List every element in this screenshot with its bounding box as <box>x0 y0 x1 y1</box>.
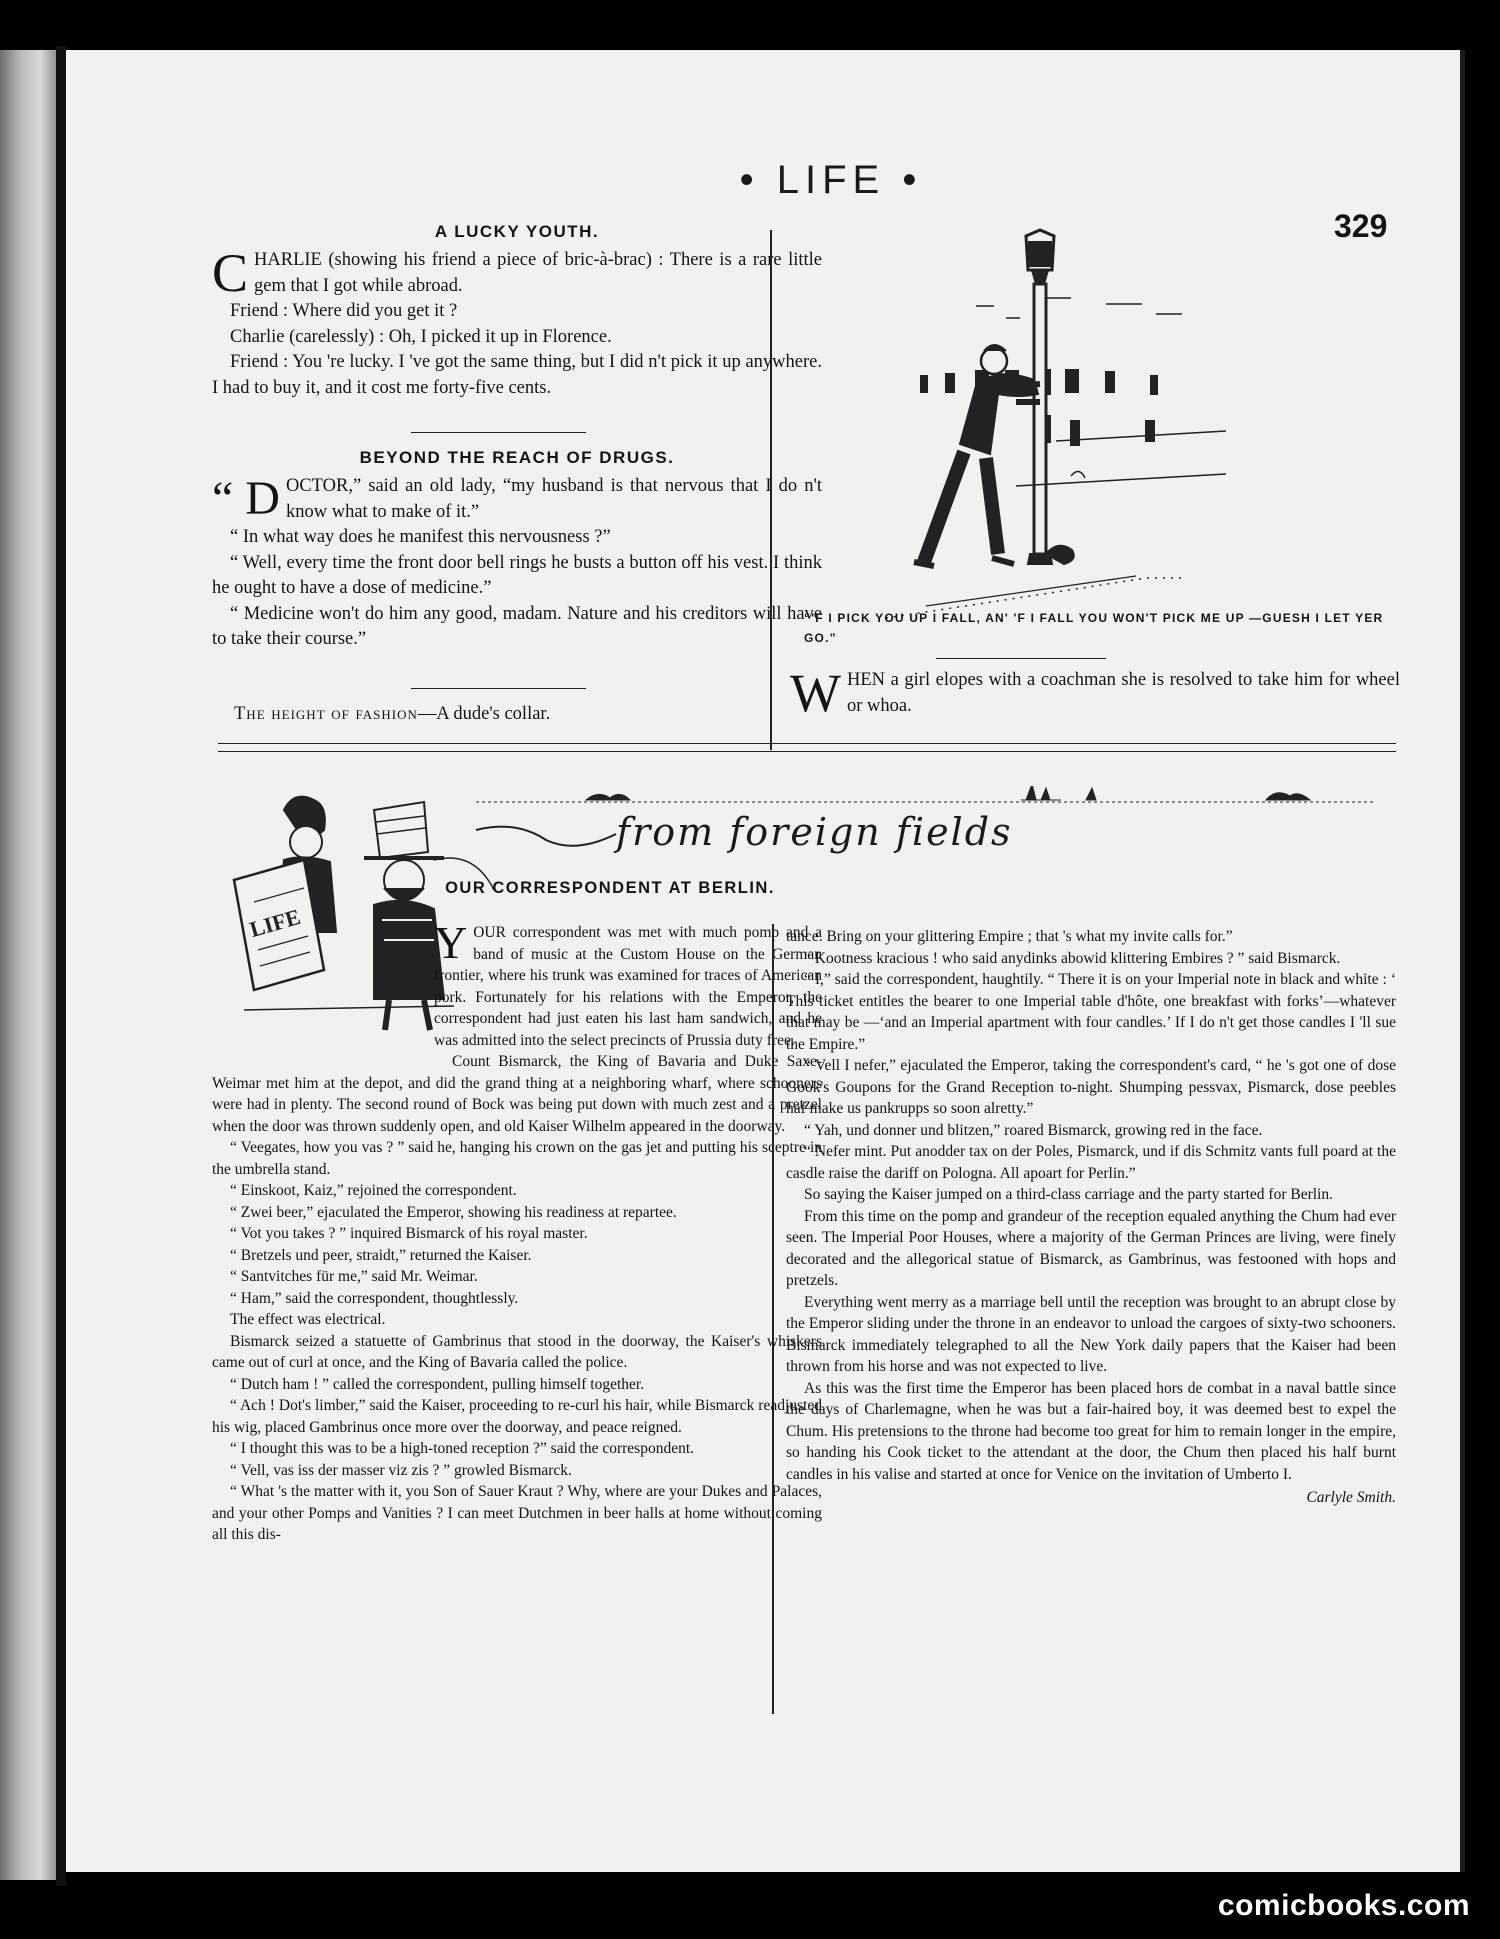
newspaper-masthead-label: LIFE <box>246 903 304 943</box>
berlin-article-column-2 <box>786 926 1396 1509</box>
column-divider <box>770 230 772 750</box>
previous-page-edge <box>0 50 58 1880</box>
divider <box>411 688 586 689</box>
article-paragraph: “ Einskoot, Kaiz,” rejoined the correspondent. <box>230 1182 517 1199</box>
drugs-line: “ In what way does he manifest this nervousness ?” <box>230 527 611 547</box>
article-paragraph: So saying the Kaiser jumped on a third-class carriage and the party started for Berlin. <box>804 1186 1333 1203</box>
article-paragraph: The effect was electrical. <box>230 1311 386 1328</box>
article-paragraph: “ What 's the matter with it, you Son of Sauer Kraut ? Why, where are your Dukes and Palaces, and your other Pomps and Vanities ? I can meet Dutchmen in beer halls at home without coming all this dis- <box>212 1483 822 1543</box>
article-paragraph: As this was the first time the Emperor has been placed hors de combat in a naval battle since the days of Charlemagne, when he was but a fair-haired boy, it was deemed best to expel the Chum. His pretensions to the throne had become too great for him to remain longer in the empire, so handing his Cook ticket to the attendant at the door, the Chum then placed his half burnt candles in his valise and started at once for Venice on the invitation of Umberto I. <box>786 1379 1396 1483</box>
coachman-joke <box>790 663 1400 723</box>
article-paragraph: “ Dutch ham ! ” called the correspondent, pulling himself together. <box>230 1375 645 1393</box>
dropcap-d: “ D <box>212 472 280 525</box>
lucky-youth-line: Friend : Where did you get it ? <box>230 301 458 321</box>
section-banner-title: from foreign fields <box>616 810 1013 854</box>
lucky-youth-line: Charlie (carelessly) : Oh, I picked it up in Florence. <box>230 326 612 347</box>
drugs-line: “ Well, every time the front door bell rings he busts a button off his vest. I think he ought to have a dose of medicine.” <box>212 552 822 598</box>
lucky-youth-line: HARLIE (showing his friend a piece of bric-à-brac) : There is a rare little gem that I got while abroad. <box>254 250 822 296</box>
column-divider <box>772 924 774 1714</box>
section-double-rule <box>218 743 1396 752</box>
article-paragraph: “ Bretzels und peer, straidt,” returned the Kaiser. <box>230 1246 532 1264</box>
fashion-punchline: —A dude's collar. <box>417 704 551 724</box>
article-paragraph: “ Kootness kracious ! who said anydinks abowid klittering Embires ? ” said Bismarck. <box>804 949 1341 967</box>
article-paragraph: “ Santvitches für me,” said Mr. Weimar. <box>230 1268 478 1285</box>
article-paragraph: “ I thought this was to be a high-toned reception ?” said the correspondent. <box>230 1440 695 1457</box>
cartoon-caption: “'F I PICK YOU UP I FALL, AN' 'F I FALL YOU WON'T PICK ME UP —GUESH I LET YER GO.” <box>804 611 1384 645</box>
article-paragraph: “ Vot you takes ? ” inquired Bismarck of his royal master. <box>230 1225 588 1242</box>
article-paragraph: “ Ham,” said the correspondent, thoughtlessly. <box>230 1289 519 1307</box>
article-paragraph: “ Ach ! Dot's limber,” said the Kaiser, proceeding to re-curl his hair, while Bismarck readjusted his wig, placed Gambrinus once more over the doorway, and peace reigned. <box>212 1397 822 1436</box>
berlin-article-title: OUR CORRESPONDENT AT BERLIN. <box>445 879 775 897</box>
article-paragraph: Count Bismarck, the King of Bavaria and Duke Saxe-Weimar met him at the depot, and did the grand thing at a neighboring wharf, where schooners were had in plenty. The second round of Bock was being put down with much zest and a pretzel when the door was thrown suddenly open, and old Kaiser Wilhelm appeared in the doorway. <box>212 1053 822 1135</box>
height-of-fashion <box>234 702 734 728</box>
article-paragraph: “ Nefer mint. Put anodder tax on der Poles, Pismarck, und if dis Schmitz vants full poard at the casdle raise the dariff on Pologna. All apoart for Perlin.” <box>786 1143 1396 1182</box>
article-paragraph: From this time on the pomp and grandeur of the reception equaled anything the Chum had ever seen. The Imperial Poor Houses, where a majority of the German Princes are living, were finely decorated and the allegorical statue of Bismarck, as Gambrinus, was festooned with hops and pretzels. <box>786 1207 1396 1289</box>
article-paragraph: Bismarck seized a statuette of Gambrinus that stood in the doorway, the Kaiser's whiskers came out of curl at once, and the King of Bavaria called the police. <box>212 1332 822 1371</box>
drugs-line: OCTOR,” said an old lady, “my husband is that nervous that I do n't know what to make of it.” <box>285 476 822 522</box>
lucky-youth-article <box>212 222 822 401</box>
lucky-youth-line: Friend : You 're lucky. I 've got the same thing, but I did n't pick it up anywhere. I had to buy it, and it cost me forty-five cents. <box>212 352 822 398</box>
article-paragraph: “ Veegates, how you vas ? ” said he, hanging his crown on the gas jet and putting his sceptre in the umbrella stand. <box>212 1139 822 1178</box>
author-signature: Carlyle Smith. <box>1306 1489 1396 1506</box>
drugs-article <box>212 448 822 653</box>
binding-gutter <box>56 46 66 1886</box>
fashion-lead: The height of fashion <box>234 704 418 724</box>
drugs-body <box>212 474 822 653</box>
magazine-page <box>66 50 1465 1872</box>
masthead: • LIFE • <box>739 158 923 202</box>
illustration-wrap-space <box>212 922 434 1054</box>
article-paragraph: “ I,” said the correspondent, haughtily. “ There it is on your Imperial note in black and white : ‘ This ticket entitles the bearer to one Imperial table d'hôte, one breakfast with forks’—whatever that may be —‘and an Imperial apartment with four candles.’ If I do n't get those candles I 'll sue the Empire.” <box>786 971 1396 1053</box>
lucky-youth-body <box>212 243 822 401</box>
divider <box>411 432 586 433</box>
coachman-text: HEN a girl elopes with a coachman she is resolved to take him for wheel or whoa. <box>846 670 1400 716</box>
article-paragraph: “ Zwei beer,” ejaculated the Emperor, showing his readiness at repartee. <box>230 1203 677 1221</box>
source-watermark: comicbooks.com <box>1217 1889 1470 1922</box>
article-paragraph: “ Yah, und donner und blitzen,” roared Bismarck, growing red in the face. <box>804 1121 1263 1139</box>
article-paragraph: “ Vell I nefer,” ejaculated the Emperor, taking the correspondent's card, “ he 's got one of dose Gook's Goupons for the Grand Reception to-night. Shumping pessvax, Pismarck, dose peebles haf make us pankrupps so soon alretty.” <box>786 1057 1396 1117</box>
lamppost-cartoon <box>866 226 1266 646</box>
article-paragraph: Everything went merry as a marriage bell until the reception was brought to an abrupt close by the Emperor sliding under the throne in an endeavor to unload the cargoes of sixty-two schooners. Bismarck immediately telegraphed to all the New York daily papers that the Kaiser had been thrown from his horse and was not expected to live. <box>786 1293 1396 1375</box>
dropcap-c: C <box>212 243 249 303</box>
article-paragraph: “ Vell, vas iss der masser viz zis ? ” growled Bismarck. <box>230 1461 572 1479</box>
berlin-article-column-1 <box>212 917 822 1546</box>
drugs-title: BEYOND THE REACH OF DRUGS. <box>359 448 675 467</box>
page-number: 329 <box>1334 208 1388 244</box>
article-paragraph: OUR correspondent was met with much pomp and a band of music at the Custom House on the German frontier, where his trunk was examined for traces of American pork. Fortunately for his relations with the Emperor, the correspondent had just eaten his last ham sandwich, and he was admitted into the select precincts of Prussia duty free. <box>434 924 822 1049</box>
divider <box>936 658 1106 659</box>
drunk-lamppost-illustration <box>866 226 1266 646</box>
drugs-line: “ Medicine won't do him any good, madam. Nature and his creditors will have to take their course.” <box>212 603 822 649</box>
dropcap-w: W <box>790 663 841 723</box>
dropcap-y: Y <box>434 917 468 968</box>
lucky-youth-title: A LUCKY YOUTH. <box>434 222 600 241</box>
article-paragraph: tance. Bring on your glittering Empire ; that 's what my invite calls for.” <box>786 928 1233 945</box>
